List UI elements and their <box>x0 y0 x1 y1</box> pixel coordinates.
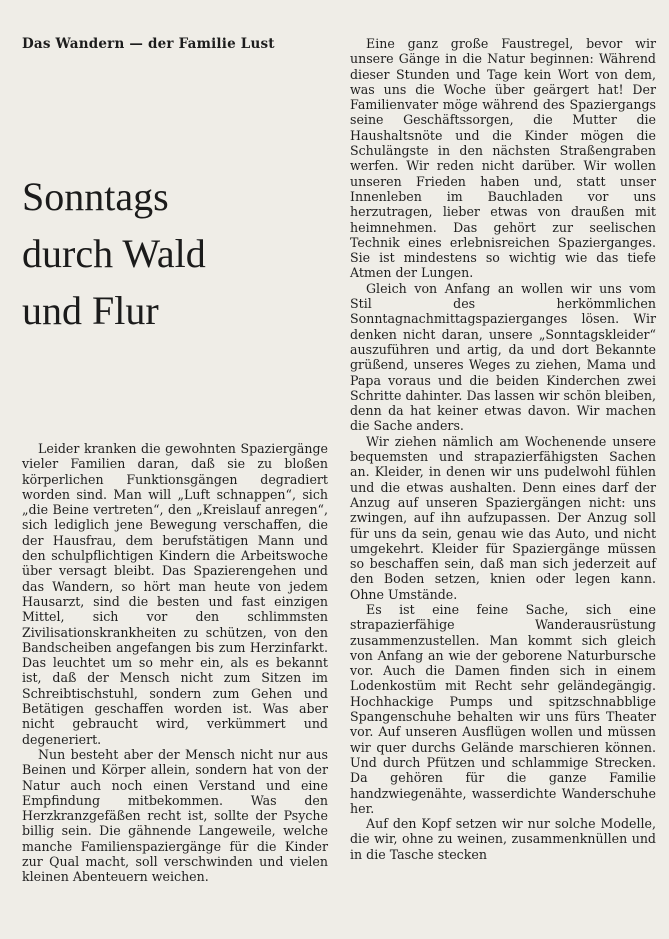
paragraph: Nun besteht aber der Mensch nicht nur aus Beinen und Körper allein, sondern hat von der Natur auch noch einen Verstand und eine Empfindung mitbekommen. Was den Herzkranzgefäßen recht ist, sollte der Psyche billig sein. Die gähnende Langeweile, welche manche Familienspaziergänge für die Kinder zur Qual macht, soll verschwinden und vielen kleinen Abenteuern weichen. <box>22 746 328 885</box>
left-column-header <box>22 36 328 52</box>
paragraph: Eine ganz große Faustregel, bevor wir unsere Gänge in die Natur beginnen: Während dieser Stunden und Tage kein Wort von dem, was uns die Woche über geärgert hat! Der Familienvater möge während des Spaziergangs seine Geschäftssorgen, die Mutter die Haushaltsnöte und die Kinder mögen die Schulängste in den nächsten Straßengraben werfen. Wir reden nicht darüber. Wir wollen unseren Frieden haben und, statt unser Innenleben im Bauchladen vor uns herzutragen, lieber etwas von draußen mit heimnehmen. Das gehört zur seelischen Technik eines erlebnisreichen Spazierganges. Sie ist mindestens so wichtig wie das tiefe Atmen der Lungen. <box>350 36 656 281</box>
paragraph: Wir ziehen nämlich am Wochenende unsere bequemsten und strapazierfähigsten Sachen an. Kleider, in denen wir uns pudelwohl fühlen und die etwas aushalten. Denn eines darf der Anzug auf unseren Spaziergängen nicht: uns zwingen, auf ihn aufzupassen. Der Anzug soll für uns da sein, genau wie das Auto, und nicht umgekehrt. Kleider für Spaziergänge müssen so beschaffen sein, daß man sich jederzeit auf den Boden setzen, knien oder legen kann. Ohne Umstände. <box>350 433 656 602</box>
paragraph: Gleich von Anfang an wollen wir uns vom Stil des herkömmlichen Sonntagnachmittagspazierganges lösen. Wir denken nicht daran, unsere „Sonntagskleider“ auszuführen und artig, da und dort Bekannte grüßend, unseres Weges zu ziehen, Mama und Papa voraus und die beiden Kinderchen zwei Schritte dahinter. Das lassen wir schön bleiben, denn da hat keiner etwas davon. Wir machen die Sache anders. <box>350 280 656 434</box>
headline-line-3: und Flur <box>22 288 159 333</box>
paragraph: Es ist eine feine Sache, sich eine strapazierfähige Wanderausrüstung zusammenzustellen. Man kommt sich gleich von Anfang an wie der geborene Naturbursche vor. Auch die Damen finden sich in einem Lodenkostüm mit Recht sehr geländegängig. Hochhackige Pumps und spitzschnabblige Spangenschuhe behalten wir uns fürs Theater vor. Auf unseren Ausflügen wollen und müssen wir quer durchs Gelände marschieren können. Und durch Pfützen und schlammige Strecken. Da gehören für die ganze Familie handzwiegenähte, wasserdichte Wanderschuhe her. <box>350 601 656 816</box>
paragraph: Auf den Kopf setzen wir nur solche Modelle, die wir, ohne zu weinen, zusammenknüllen und in die Tasche stecken <box>350 816 656 862</box>
kicker: Das Wandern — der Familie Lust <box>22 36 275 52</box>
right-column-body <box>350 36 656 862</box>
headline <box>22 168 322 339</box>
paragraph: Leider kranken die gewohnten Spaziergänge vieler Familien daran, daß sie zu bloßen körperlichen Funktionsgängen degradiert worden sind. Man will „Luft schnappen“, sich „die Beine vertreten“, den „Kreislauf anregen“, sich lediglich jene Bewegung verschaffen, die der Hausfrau, dem berufstätigen Mann und den schulpflichtigen Kindern die Arbeitswoche über versagt bleibt. Das Spazierengehen und das Wandern, so hört man heute von jedem Hausarzt, sind die besten und fast einzigen Mittel, sich vor den schlimmsten Zivilisationskrankheiten zu schützen, von den Bandscheiben angefangen bis zum Herzinfarkt. Das leuchtet um so mehr ein, als es bekannt ist, daß der Mensch nicht zum Sitzen im Schreibtischstuhl, sondern zum Gehen und Betätigen geschaffen worden ist. Was aber nicht gebraucht wird, verkümmert und degeneriert. <box>22 441 328 747</box>
left-column-body <box>22 441 328 885</box>
headline-line-2: durch Wald <box>22 231 206 276</box>
headline-line-1: Sonntags <box>22 174 169 219</box>
